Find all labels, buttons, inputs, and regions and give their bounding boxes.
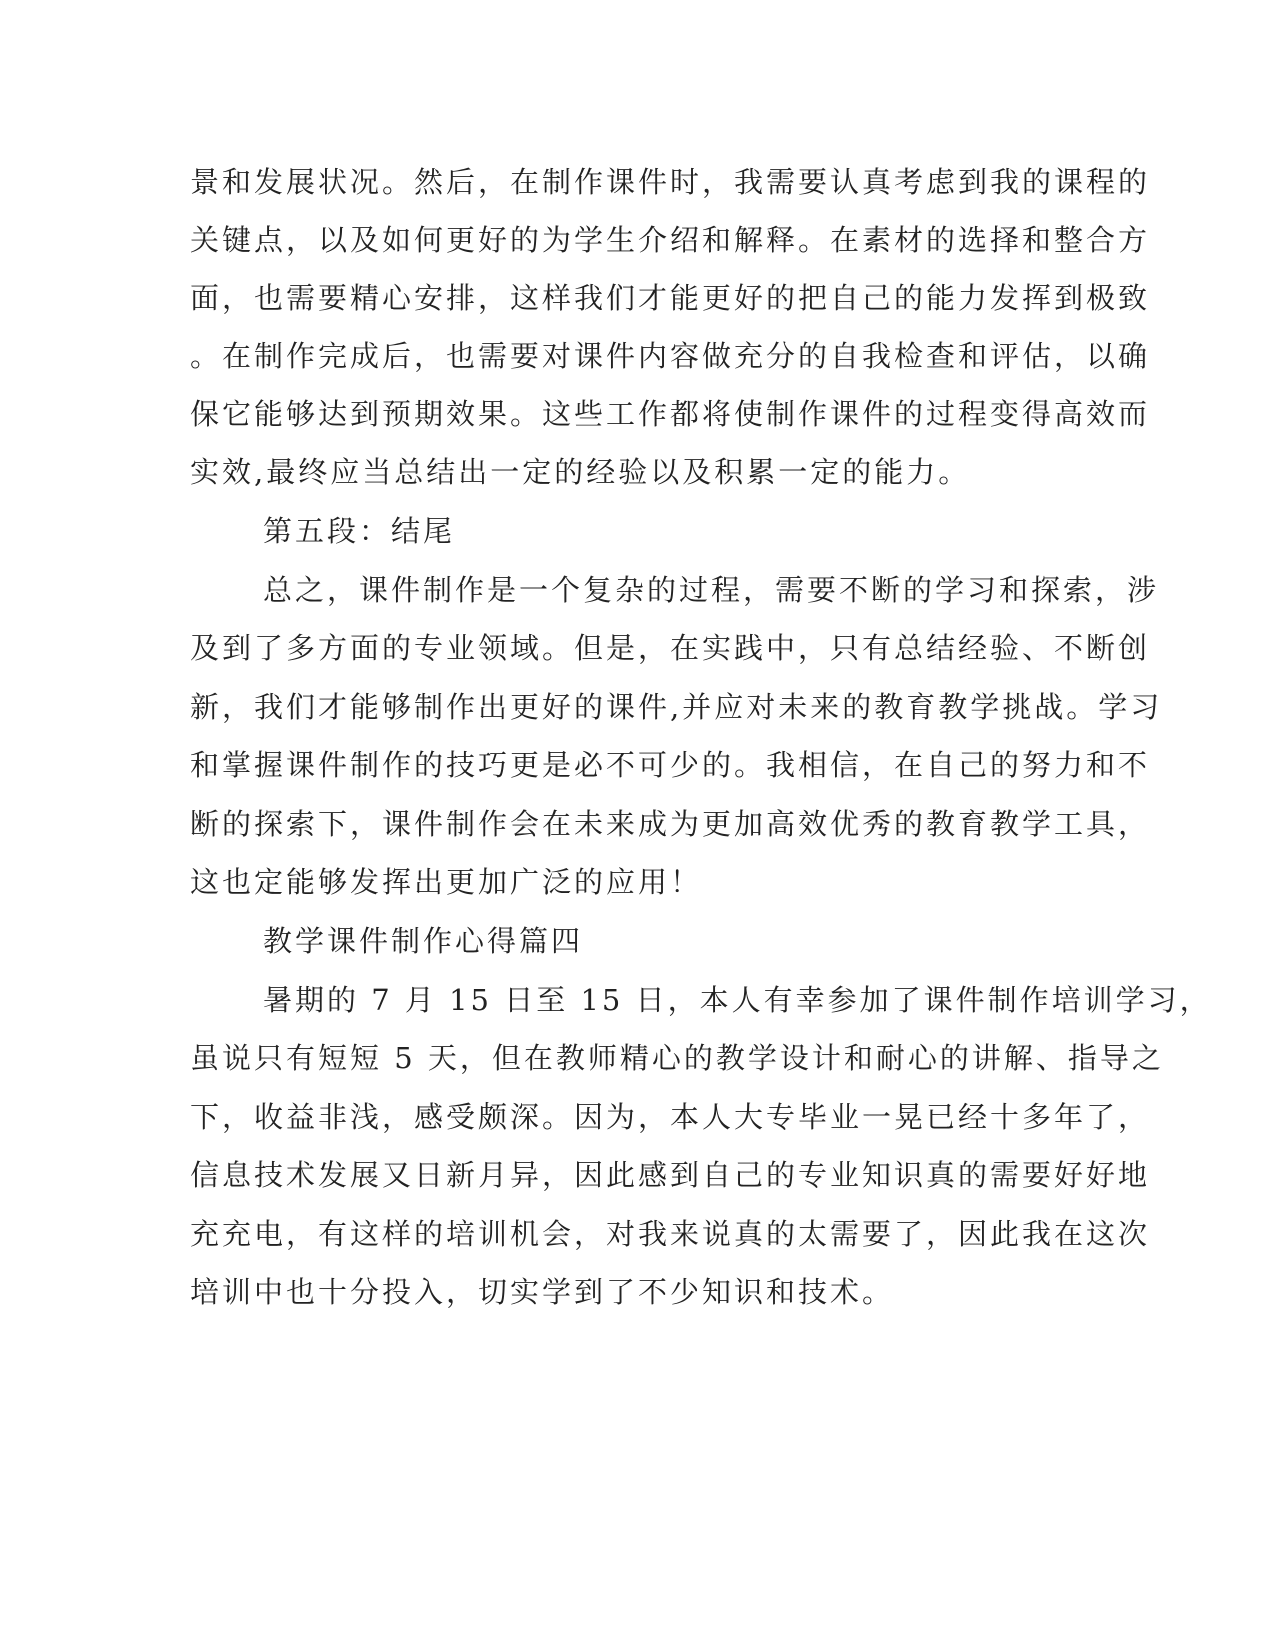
paragraph-line: 。在制作完成后，也需要对课件内容做充分的自我检查和评估，以确 [190, 339, 1151, 373]
paragraph-line: 及到了多方面的专业领域。但是，在实践中，只有总结经验、不断创 [190, 631, 1151, 665]
paragraph-line: 实效,最终应当总结出一定的经验以及积累一定的能力。 [190, 455, 971, 489]
paragraph-line: 虽说只有短短 5 天，但在教师精心的教学设计和耐心的讲解、指导之 [190, 1041, 1164, 1075]
paragraph-line: 面，也需要精心安排，这样我们才能更好的把自己的能力发挥到极致 [190, 281, 1151, 315]
paragraph-line: 信息技术发展又日新月异，因此感到自己的专业知识真的需要好好地 [190, 1158, 1151, 1192]
paragraph-line: 总之，课件制作是一个复杂的过程，需要不断的学习和探索，涉 [263, 573, 1160, 607]
paragraph-line: 这也定能够发挥出更加广泛的应用！ [190, 865, 703, 899]
paragraph-line: 下，收益非浅，感受颇深。因为，本人大专毕业一晃已经十多年了， [190, 1100, 1151, 1134]
paragraph-line: 新，我们才能够制作出更好的课件,并应对未来的教育教学挑战。学习 [190, 690, 1163, 724]
paragraph-line: 保它能够达到预期效果。这些工作都将使制作课件的过程变得高效而 [190, 397, 1151, 431]
section-heading: 第五段：结尾 [263, 514, 456, 548]
paragraph-line: 充充电，有这样的培训机会，对我来说真的太需要了，因此我在这次 [190, 1217, 1151, 1251]
paragraph-line: 暑期的 7 月 15 日至 15 日，本人有幸参加了课件制作培训学习， [263, 983, 1212, 1017]
paragraph-line: 培训中也十分投入，切实学到了不少知识和技术。 [190, 1275, 895, 1309]
paragraph-line: 关键点，以及如何更好的为学生介绍和解释。在素材的选择和整合方 [190, 223, 1151, 257]
section-heading: 教学课件制作心得篇四 [263, 924, 584, 958]
paragraph-line: 景和发展状况。然后，在制作课件时，我需要认真考虑到我的课程的 [190, 165, 1151, 199]
paragraph-line: 和掌握课件制作的技巧更是必不可少的。我相信，在自己的努力和不 [190, 748, 1151, 782]
paragraph-line: 断的探索下，课件制作会在未来成为更加高效优秀的教育教学工具， [190, 807, 1151, 841]
